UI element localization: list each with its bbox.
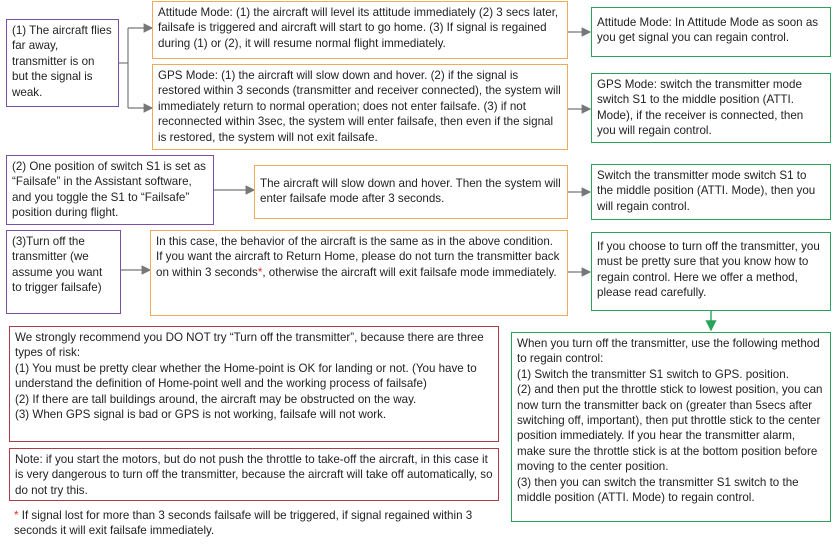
gps-mode-recovery-text: GPS Mode: switch the transmitter mode switch S1 to the middle position (ATTI. Mode), if the receiver is connected, then you will regain control.	[597, 78, 804, 138]
failsafe-switch-behavior	[254, 165, 568, 219]
cause-transmitter-off	[6, 230, 121, 314]
method-intro: When you turn off the transmitter, use the following method to regain control:	[517, 337, 820, 366]
gps-mode-behavior-text: GPS Mode: (1) the aircraft will slow down and hover. (2) if the signal is restored within 3 seconds (transmitter and receiver connected), the system will immediately return to normal operation; does not enter failsafe. (3) if not reconnected within 3sec, the system will enter failsafe, then even if the signal is restored, the system will not exit failsafe.	[158, 69, 561, 144]
transmitter-off-behavior	[150, 230, 568, 316]
attitude-mode-behavior	[152, 1, 568, 59]
risk-warning-intro: We strongly recommend you DO NOT try “Turn off the transmitter”, because there are three types of risk:	[15, 331, 484, 360]
footnote-text	[14, 508, 494, 539]
risk-item-3: (3) When GPS signal is bad or GPS is not working, failsafe will not work.	[15, 408, 387, 422]
motor-start-note-text: Note: if you start the motors, but do not push the throttle to take-off the aircraft, in this case it is very dangerous to turn off the transmitter, because the aircraft will take off automatically, so do not try this.	[15, 453, 493, 497]
failsafe-switch-recovery-text: Switch the transmitter mode switch S1 to the middle position (ATTI. Mode), then you will regain control.	[597, 169, 816, 213]
cause-failsafe-switch	[6, 155, 214, 225]
risk-warning	[9, 326, 499, 442]
failsafe-switch-behavior-text: The aircraft will slow down and hover. Then the system will enter failsafe mode after 3 seconds.	[260, 177, 561, 206]
footnote-star: *	[14, 509, 19, 522]
cause-signal-weak	[6, 19, 119, 107]
footnote	[9, 505, 499, 543]
transmitter-off-behavior-line2a: If you want the aircraft to Return Home, please do not turn the transmitter back on within 3 seconds	[156, 250, 560, 279]
transmitter-off-recovery-text: If you choose to turn off the transmitter, you must be pretty sure that you know how to regain control. Here we offer a method, please read carefully.	[597, 240, 820, 300]
gps-mode-behavior	[152, 64, 568, 150]
cause-transmitter-off-text: (3)Turn off the transmitter (we assume you want to trigger failsafe)	[12, 235, 103, 295]
attitude-mode-behavior-text: Attitude Mode: (1) the aircraft will level its attitude immediately (2) 3 secs later, failsafe is triggered and aircraft will start to go home. (3) If signal is regained during (1) or (2), it will resume normal flight immediately.	[158, 6, 559, 50]
risk-item-1: (1) You must be pretty clear whether the Home-point is OK for landing or not. (You have to understand the definition of Home-point well and the working process of failsafe)	[15, 361, 477, 391]
cause-failsafe-switch-text: (2) One position of switch S1 is set as “Failsafe” in the Assistant software, and you toggle the S1 to “Failsafe” position during flight.	[12, 160, 206, 220]
attitude-mode-recovery-text: Attitude Mode: In Attitude Mode as soon as you get signal you can regain control.	[597, 16, 819, 45]
attitude-mode-recovery	[591, 7, 831, 57]
transmitter-off-behavior-line2b: , otherwise the aircraft will exit failsafe mode immediately.	[262, 265, 557, 279]
transmitter-off-recovery	[591, 232, 831, 311]
cause-signal-weak-text: (1) The aircraft flies far away, transmitter is on but the signal is weak.	[12, 24, 112, 99]
footnote-body: If signal lost for more than 3 seconds failsafe will be triggered, if signal regained within 3 seconds it will exit failsafe immediately.	[14, 509, 473, 538]
method-step-3: (3) then you can switch the transmitter S1 switch to the middle position (ATTI. Mode) to regain control.	[517, 475, 799, 505]
transmitter-off-behavior-line1: In this case, the behavior of the aircraft is the same as in the above condition.	[156, 235, 553, 248]
regain-control-method	[511, 332, 831, 522]
risk-item-2: (2) If there are tall buildings around, the aircraft may be obstructed on the way.	[15, 392, 417, 406]
method-step-2: (2) and then put the throttle stick to lowest position, you can now turn the transmitter back on (greater than 5secs after switching off, important), then put throttle stick to the center position immediately. If you hear the transmitter alarm, make sure the throttle stick is at the bottom position before moving to the center position.	[517, 383, 823, 474]
method-step-1: (1) Switch the transmitter S1 switch to GPS. position.	[517, 367, 789, 381]
footnote-star-marker: *	[257, 265, 263, 279]
gps-mode-recovery	[591, 73, 831, 143]
motor-start-note	[9, 448, 499, 501]
failsafe-switch-recovery	[591, 164, 831, 220]
transmitter-off-behavior-line2	[156, 249, 562, 280]
